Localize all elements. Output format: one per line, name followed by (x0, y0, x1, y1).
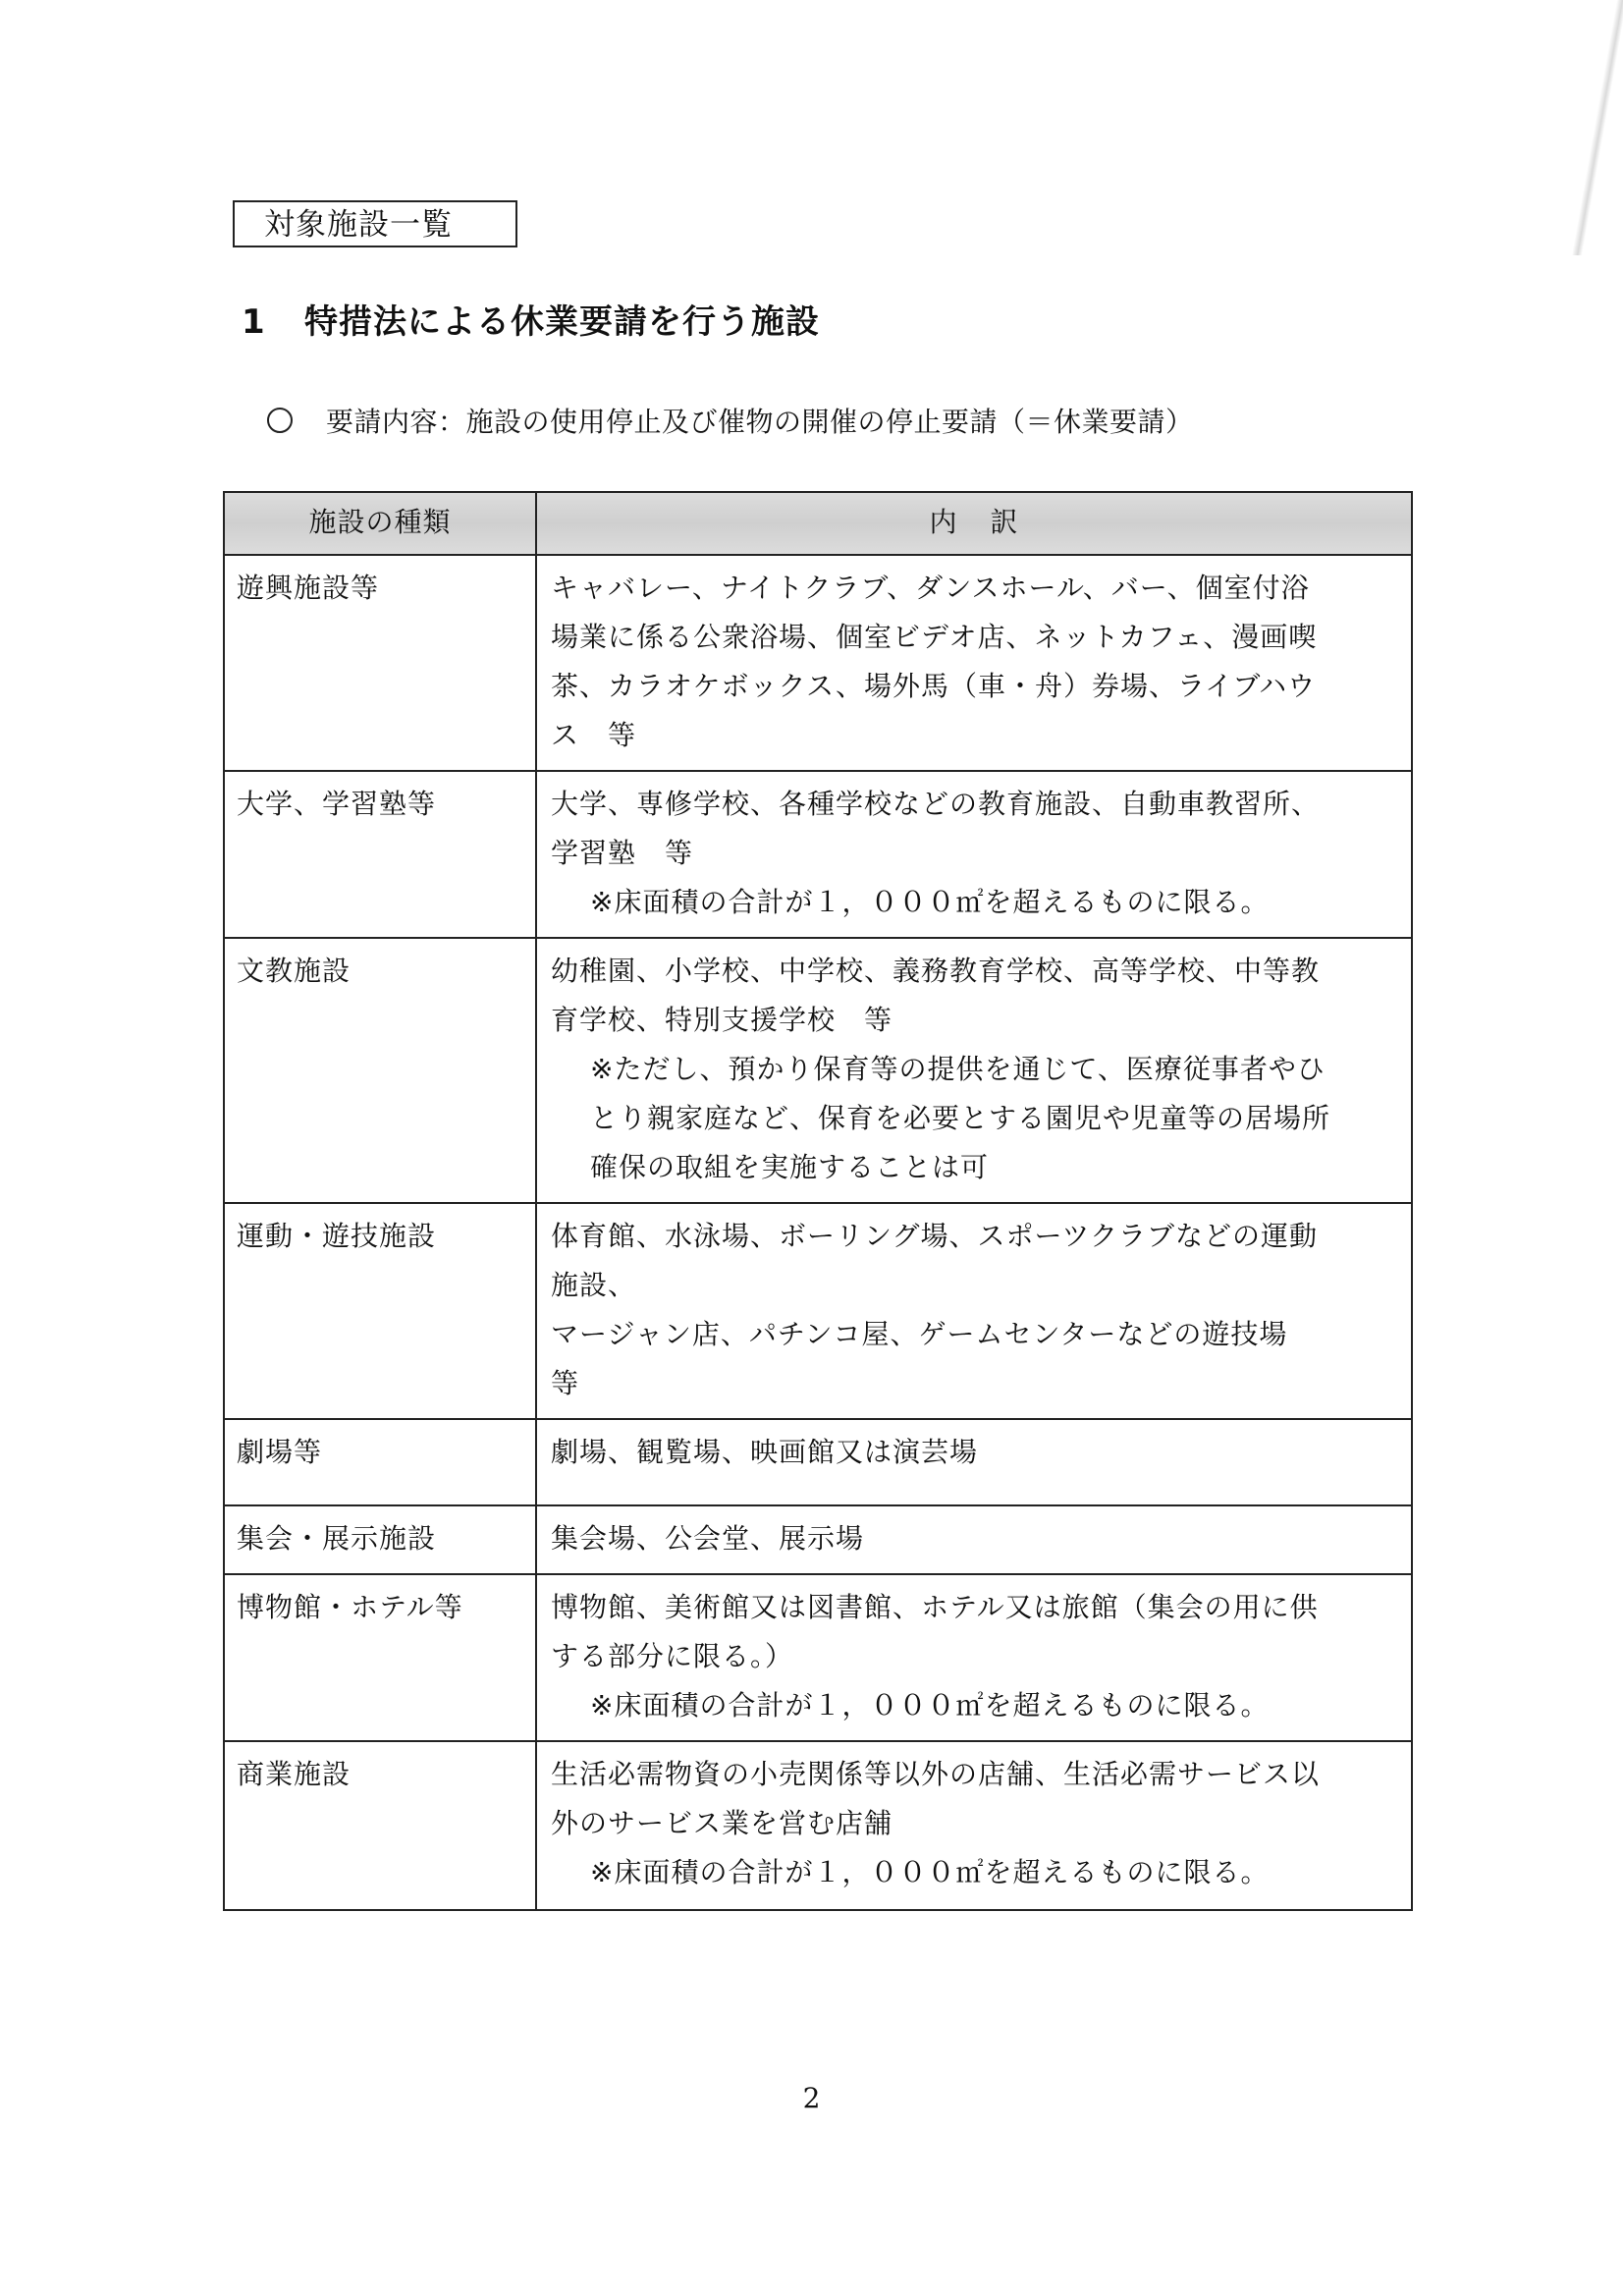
facility-type-cell: 博物館・ホテル等 (224, 1574, 536, 1741)
detail-line: 体育館、水泳場、ボーリング場、スポーツクラブなどの運動 (551, 1220, 1319, 1252)
table-row (224, 1505, 1412, 1574)
detail-line: ス 等 (551, 719, 637, 751)
facility-detail-cell (536, 938, 1412, 1203)
table-row (224, 1741, 1412, 1910)
detail-line: 等 (551, 1367, 580, 1399)
request-text: 要請内容：施設の使用停止及び催物の開催の停止要請（＝休業要請） (326, 406, 1194, 438)
facility-type-cell: 大学、学習塾等 (224, 771, 536, 938)
table-row (224, 555, 1412, 771)
detail-line: 幼稚園、小学校、中学校、義務教育学校、高等学校、中等教 (551, 955, 1321, 987)
detail-note-line: 確保の取組を実施することは可 (590, 1151, 990, 1183)
detail-line: 博物館、美術館又は図書館、ホテル又は旅館（集会の用に供 (551, 1591, 1319, 1623)
table-row (224, 1419, 1412, 1505)
detail-note-line: とり親家庭など、保育を必要とする園児や児童等の居場所 (590, 1102, 1331, 1134)
facility-type-cell: 劇場等 (224, 1419, 536, 1505)
request-line (267, 401, 1194, 440)
section-heading (242, 295, 820, 343)
table-row (224, 938, 1412, 1203)
document-title-box: 対象施設一覧 (233, 200, 517, 247)
detail-line: 大学、専修学校、各種学校などの教育施設、自動車教習所、 (551, 788, 1321, 820)
detail-note-line: ※床面積の合計が１，０００㎡を超えるものに限る。 (590, 886, 1270, 918)
facility-type-cell: 運動・遊技施設 (224, 1203, 536, 1419)
detail-note-line: ※ただし、預かり保育等の提供を通じて、医療従事者やひ (590, 1053, 1325, 1085)
table-header-row (224, 492, 1412, 555)
facility-detail-cell (536, 1741, 1412, 1910)
detail-line: 施設、 (551, 1269, 637, 1301)
detail-line: キャバレー、ナイトクラブ、ダンスホール、バー、個室付浴 (551, 572, 1310, 604)
detail-line: 劇場、観覧場、映画館又は演芸場 (551, 1436, 979, 1468)
header-breakdown: 内訳 (536, 492, 1412, 555)
detail-line: 場業に係る公衆浴場、個室ビデオ店、ネットカフェ、漫画喫 (551, 621, 1318, 653)
detail-note-line: ※床面積の合計が１，０００㎡を超えるものに限る。 (590, 1689, 1270, 1722)
facility-type-cell: 文教施設 (224, 938, 536, 1203)
facility-type-cell: 集会・展示施設 (224, 1505, 536, 1574)
facility-detail-cell (536, 555, 1412, 771)
table-row (224, 1203, 1412, 1419)
circle-bullet-icon (267, 408, 293, 433)
header-facility-type: 施設の種類 (224, 492, 536, 555)
detail-line: 集会場、公会堂、展示場 (551, 1522, 865, 1555)
scan-edge-mark (1554, 0, 1623, 255)
page-number: 2 (802, 2082, 821, 2114)
section-number: 1 (242, 302, 266, 342)
detail-line: マージャン店、パチンコ屋、ゲームセンターなどの遊技場 (551, 1318, 1288, 1350)
facility-type-cell: 商業施設 (224, 1741, 536, 1910)
facility-type-cell: 遊興施設等 (224, 555, 536, 771)
facility-detail-cell (536, 1203, 1412, 1419)
facility-detail-cell (536, 771, 1412, 938)
facilities-table (223, 491, 1413, 1911)
detail-line: する部分に限る。） (551, 1640, 794, 1672)
detail-line: 育学校、特別支援学校 等 (551, 1004, 893, 1036)
detail-line: 茶、カラオケボックス、場外馬（車・舟）券場、ライブハウ (551, 670, 1317, 702)
detail-line: 学習塾 等 (551, 837, 694, 869)
detail-line: 外のサービス業を営む店舗 (551, 1807, 893, 1839)
section-heading-text: 特措法による休業要請を行う施設 (304, 302, 820, 342)
facility-detail-cell (536, 1505, 1412, 1574)
table-row (224, 771, 1412, 938)
facility-detail-cell (536, 1419, 1412, 1505)
facility-detail-cell (536, 1574, 1412, 1741)
detail-line: 生活必需物資の小売関係等以外の店舗、生活必需サービス以 (551, 1758, 1321, 1790)
detail-note-line: ※床面積の合計が１，０００㎡を超えるものに限る。 (590, 1856, 1270, 1888)
table-row (224, 1574, 1412, 1741)
